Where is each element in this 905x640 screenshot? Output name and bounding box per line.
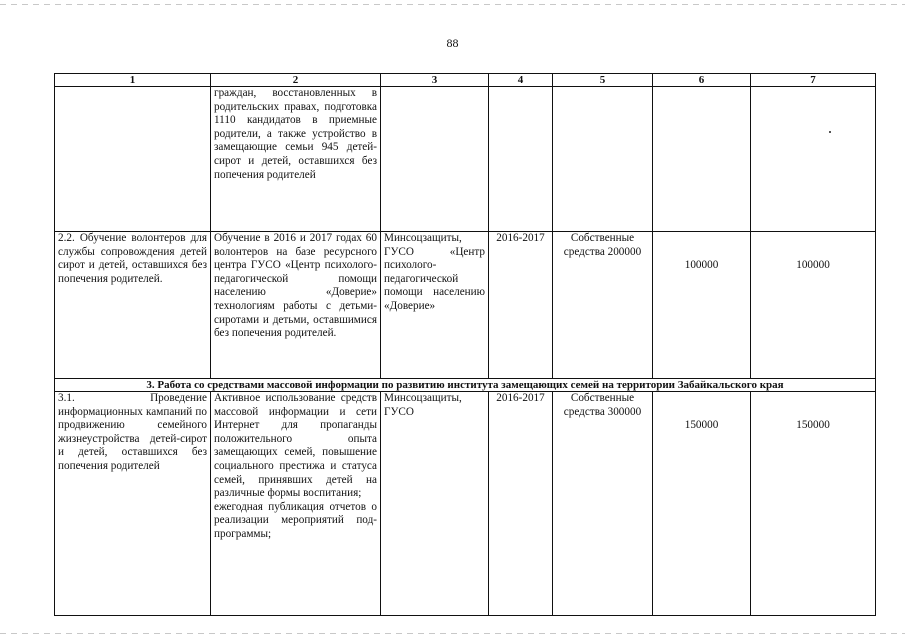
column-header: 5 <box>553 74 653 87</box>
scan-artifact-top <box>0 4 905 5</box>
cell-year-2017: 150000 <box>751 392 876 616</box>
cell-activity: 3.1. Проведение информационных кампаний по продвижению семейного жизнеустройства детей-сирот и детей, оставшихся без попечения родителей <box>55 392 211 616</box>
cell-executor <box>381 87 489 232</box>
cell-activity <box>55 87 211 232</box>
cell-year-2016: 150000 <box>653 392 751 616</box>
cell-year-2016: 100000 <box>653 232 751 379</box>
cell-year-2017 <box>751 87 876 232</box>
page-number: 88 <box>446 36 459 50</box>
column-header-row <box>55 74 876 87</box>
column-header: 6 <box>653 74 751 87</box>
cell-period <box>489 87 553 232</box>
description-paragraph: ежегодная публикация отчетов о реализации мероприятий под-программы; <box>214 500 377 540</box>
table-row <box>55 392 876 616</box>
table-row <box>55 232 876 379</box>
cell-description <box>211 392 381 616</box>
column-header: 1 <box>55 74 211 87</box>
cell-funding-source: Собственные средства 200000 <box>553 232 653 379</box>
cell-funding-source: Собственные средства 300000 <box>553 392 653 616</box>
program-table <box>54 73 876 616</box>
cell-executor: Минсоцзащиты, ГУСО «Центр психолого-педагогической помощи населению «Доверие» <box>381 232 489 379</box>
cell-year-2016 <box>653 87 751 232</box>
section-header-row <box>55 379 876 392</box>
cell-period: 2016-2017 <box>489 392 553 616</box>
cell-description: Обучение в 2016 и 2017 годах 60 волонтеров на базе ресурсного центра ГУСО «Центр психолого-педагогической помощи населению «Доверие» технологиям работы с детьми-сиротами и детьми, оставшимися без попечения родителей. <box>211 232 381 379</box>
cell-description: граждан, восстановленных в родительских правах, подготовка 1110 кандидатов в приемные родители, а также устройство в замещающие семьи 945 детей-сирот и детей, оставшихся без попечения родителей <box>211 87 381 232</box>
section-title: 3. Работа со средствами массовой информации по развитию института замещающих семей на территории Забайкальского края <box>55 379 876 392</box>
table-row <box>55 87 876 232</box>
cell-funding-source <box>553 87 653 232</box>
cell-year-2017: 100000 <box>751 232 876 379</box>
column-header: 2 <box>211 74 381 87</box>
description-paragraph: Активное использование средств массовой информации и сети Интернет для пропаганды положительного опыта замещающих семей, повышение социального престижа и статуса семей, принявших детей на различные формы воспитания; <box>214 392 377 500</box>
column-header: 7 <box>751 74 876 87</box>
cell-executor: Минсоцзащиты, ГУСО <box>381 392 489 616</box>
scan-artifact-bottom <box>0 633 905 634</box>
cell-period: 2016-2017 <box>489 232 553 379</box>
column-header: 3 <box>381 74 489 87</box>
cell-activity: 2.2. Обучение волонтеров для службы сопровождения детей сирот и детей, оставшихся без попечения родителей. <box>55 232 211 379</box>
column-header: 4 <box>489 74 553 87</box>
scan-speck <box>829 131 831 133</box>
